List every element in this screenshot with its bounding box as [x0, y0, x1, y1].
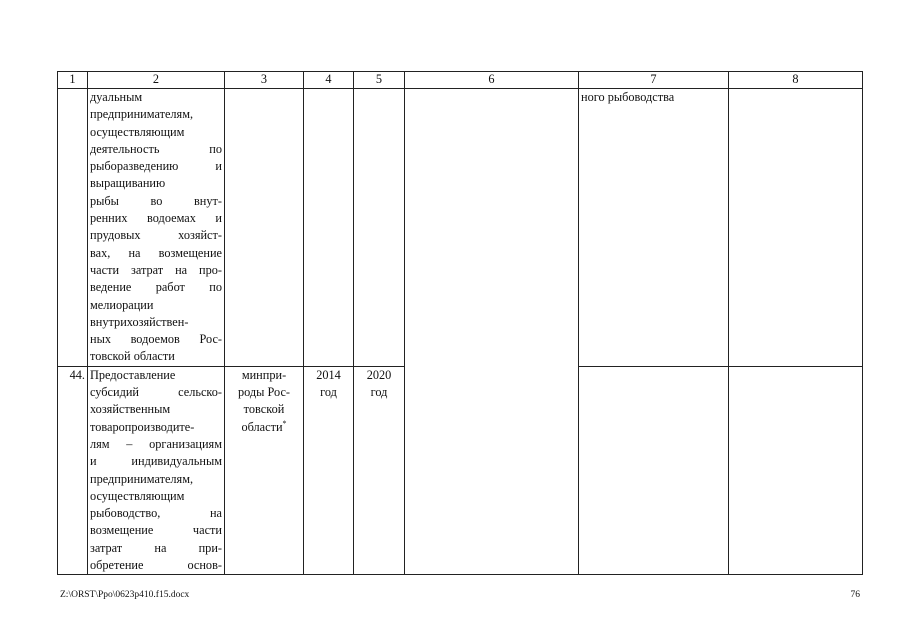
header-col-5: 5 [354, 72, 405, 89]
document-table [57, 71, 863, 575]
executor-line: минпри- [241, 367, 287, 382]
row1-text-line: рыбы во внут- [90, 193, 222, 208]
row2-text-line: лям – организациям [90, 436, 222, 451]
row1-text-line: деятельность по [90, 141, 222, 156]
end-year-unit: год [370, 385, 388, 400]
row1-text-line: внутрихозяйствен- [90, 314, 189, 329]
start-year: 2014 [316, 367, 341, 382]
row1-col6-cell [405, 89, 579, 575]
row2-text-line: и индивидуальным [90, 454, 222, 469]
footer-file-path: Z:\ORST\Ppo\0623p410.f15.docx [60, 590, 190, 600]
footnote-mark: * [282, 418, 287, 428]
row1-text-line: дуальным [90, 90, 143, 104]
row2-description-cell [88, 366, 225, 575]
executor-line-text: области [241, 419, 283, 434]
row1-col8-cell [729, 89, 863, 367]
row2-text-line: хозяйственным [90, 402, 171, 417]
executor-line: роды Рос- [237, 385, 291, 400]
header-col-1: 1 [58, 72, 88, 89]
header-col-7: 7 [579, 72, 729, 89]
header-row [58, 72, 863, 89]
row2-text-line: Предоставление [90, 367, 176, 382]
row2-text-line: обретение основ- [90, 558, 222, 573]
row2-number-cell: 44. [58, 366, 88, 575]
row1-text-line: выращиванию [90, 176, 166, 191]
end-year: 2020 [366, 367, 392, 382]
header-col-2: 2 [88, 72, 225, 89]
row1-text-line: осуществляющим [90, 124, 185, 139]
row1-start-cell [304, 89, 354, 367]
row1-text-line: мелиорации [90, 297, 154, 312]
row1-description-cell [88, 89, 225, 367]
row2-executor-cell [225, 366, 304, 575]
header-col-6: 6 [405, 72, 579, 89]
row1-text-line: ных водоемов Рос- [90, 332, 222, 347]
row2-result-cell [579, 366, 729, 575]
table-row [58, 89, 863, 367]
row1-number-cell [58, 89, 88, 367]
row1-text-line: ренних водоемах и [90, 211, 222, 226]
row2-text-line: затрат на при- [90, 540, 222, 555]
row1-text-line: предпринимателям, [90, 107, 194, 122]
row2-text-line: товаропроизводите- [90, 419, 195, 434]
row1-text-line: рыборазведению и [90, 159, 222, 174]
start-year-unit: год [320, 385, 337, 400]
row1-text-line: вах, на возмещение [90, 245, 222, 260]
row1-text-line: ведение работ по [90, 280, 222, 295]
row2-text-line: возмещение части [90, 523, 222, 538]
executor-line: товской [243, 402, 285, 417]
row1-text-line: части затрат на про- [90, 262, 222, 277]
row1-text-line: прудовых хозяйст- [90, 228, 222, 243]
row2-text-line: предпринимателям, [90, 471, 194, 486]
row1-executor-cell [225, 89, 304, 367]
executor-line-last [227, 419, 301, 436]
row1-text-line: товской области [90, 349, 175, 364]
row2-end-cell [354, 366, 405, 575]
row2-text-line: субсидий сельско- [90, 385, 222, 400]
footer-page-number: 76 [850, 590, 860, 600]
header-col-8: 8 [729, 72, 863, 89]
header-col-4: 4 [304, 72, 354, 89]
header-col-3: 3 [225, 72, 304, 89]
row2-text-line: осуществляющим [90, 488, 185, 503]
row2-text-line: рыбоводство, на [90, 506, 222, 521]
row2-start-cell [304, 366, 354, 575]
row2-col8-cell [729, 366, 863, 575]
row1-result-cell: ного рыбоводства [579, 89, 729, 367]
row1-end-cell [354, 89, 405, 367]
